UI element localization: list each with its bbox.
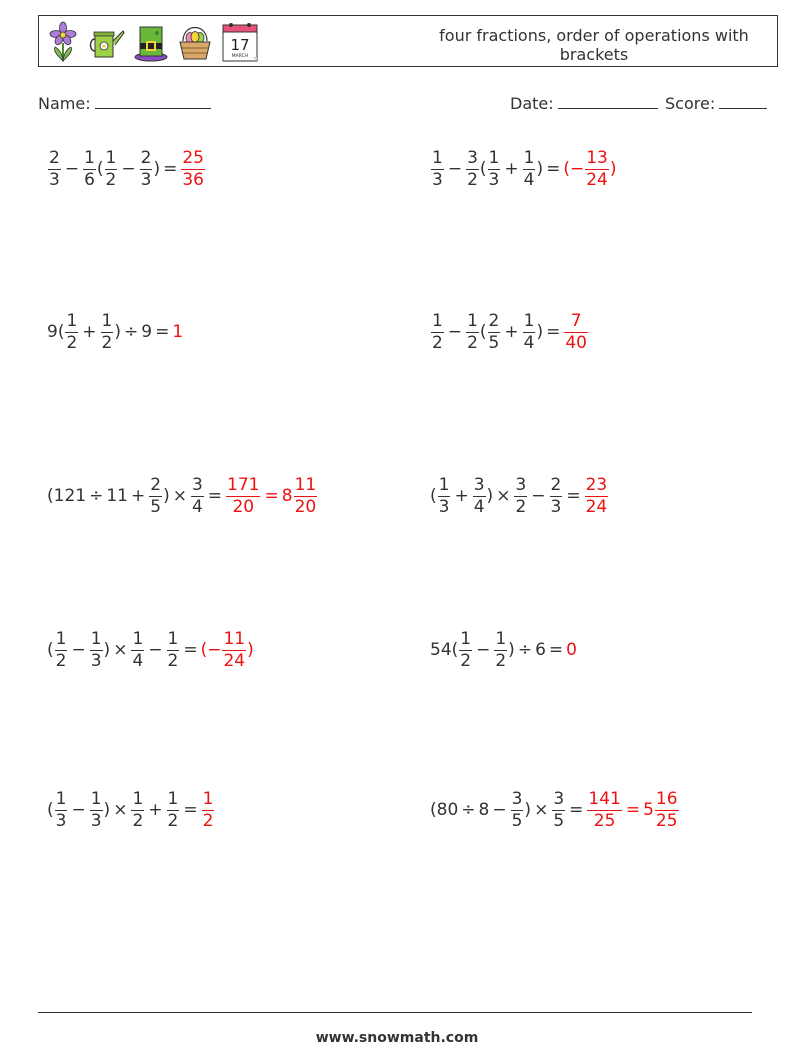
fraction xyxy=(101,311,114,354)
operator: ÷ xyxy=(89,486,104,506)
watering-can-icon xyxy=(87,21,125,63)
numerator: 1 xyxy=(66,310,78,331)
numerator: 23 xyxy=(585,474,608,495)
operator: − xyxy=(121,159,136,179)
numerator: 3 xyxy=(553,788,565,809)
answer xyxy=(201,789,216,832)
numerator: 1 xyxy=(460,628,472,649)
operator: = xyxy=(546,159,561,179)
answer xyxy=(586,789,679,832)
fraction xyxy=(466,311,479,354)
denominator: 2 xyxy=(467,332,478,353)
operator: + xyxy=(130,486,146,506)
term: ( xyxy=(430,485,437,506)
term: 8 xyxy=(281,485,293,506)
denominator: 4 xyxy=(523,169,535,190)
operator: = xyxy=(155,322,170,342)
problem xyxy=(47,304,183,360)
term: (− xyxy=(200,639,222,660)
term: ( xyxy=(479,321,487,342)
operator: + xyxy=(504,322,519,342)
fraction xyxy=(55,789,68,832)
denominator: 2 xyxy=(202,810,214,831)
calendar-icon xyxy=(221,21,259,63)
operator: × xyxy=(172,486,187,506)
denominator: 3 xyxy=(488,169,500,190)
operator: = xyxy=(548,640,564,660)
denominator: 4 xyxy=(132,650,144,671)
fraction xyxy=(550,475,563,518)
term: (− xyxy=(563,158,585,179)
numerator: 3 xyxy=(467,147,478,168)
fraction xyxy=(431,148,444,191)
term: 6 xyxy=(535,639,546,660)
operator: + xyxy=(148,800,163,820)
denominator: 3 xyxy=(432,169,443,190)
numerator: 25 xyxy=(182,147,204,168)
numerator: 2 xyxy=(550,474,562,495)
term: ) xyxy=(609,158,617,179)
operator: = xyxy=(625,800,641,820)
term: 8 xyxy=(478,799,490,820)
calendar-month: MARCH xyxy=(231,54,249,59)
fraction xyxy=(488,311,501,354)
term: ) xyxy=(247,639,254,660)
term: 11 xyxy=(106,485,128,506)
operator: = xyxy=(566,486,581,506)
denominator: 2 xyxy=(495,650,507,671)
name-field[interactable] xyxy=(38,93,211,113)
denominator: 2 xyxy=(66,332,78,353)
denominator: 2 xyxy=(101,332,113,353)
numerator: 1 xyxy=(90,628,102,649)
term: (121 xyxy=(47,485,87,506)
term: (80 xyxy=(430,799,459,820)
fraction xyxy=(149,475,162,518)
numerator: 2 xyxy=(488,310,500,331)
problem xyxy=(47,141,206,197)
flower-icon xyxy=(47,21,79,63)
term: ) xyxy=(524,799,532,820)
fraction xyxy=(140,148,153,191)
denominator: 3 xyxy=(438,496,450,517)
operator: ÷ xyxy=(461,800,476,820)
operator: + xyxy=(82,322,97,342)
answer xyxy=(563,311,589,354)
operator: × xyxy=(113,800,128,820)
answer xyxy=(172,322,183,343)
term: ) xyxy=(153,158,161,179)
operator: = xyxy=(183,800,198,820)
denominator: 2 xyxy=(55,650,67,671)
calendar-day: 17 xyxy=(230,36,250,54)
problem xyxy=(430,782,680,838)
name-blank[interactable] xyxy=(95,93,211,109)
problem xyxy=(430,304,589,360)
fraction xyxy=(552,789,565,832)
fraction xyxy=(585,475,609,518)
fraction xyxy=(222,629,246,672)
fraction xyxy=(514,475,527,518)
header-icons xyxy=(47,20,259,64)
operator: × xyxy=(496,486,511,506)
fraction xyxy=(459,629,472,672)
problem xyxy=(47,468,318,524)
operator: − xyxy=(476,640,491,660)
operator: − xyxy=(148,640,163,660)
fraction xyxy=(202,789,215,832)
denominator: 20 xyxy=(232,496,255,517)
operator: − xyxy=(531,486,546,506)
numerator: 3 xyxy=(511,788,523,809)
numerator: 1 xyxy=(105,147,117,168)
fraction xyxy=(167,789,180,832)
numerator: 1 xyxy=(55,788,67,809)
numerator: 1 xyxy=(523,310,535,331)
denominator: 24 xyxy=(586,169,608,190)
fraction xyxy=(55,629,68,672)
denominator: 2 xyxy=(132,810,144,831)
operator: = xyxy=(163,159,178,179)
term: 9( xyxy=(47,321,65,342)
denominator: 5 xyxy=(150,496,162,517)
denominator: 4 xyxy=(473,496,485,517)
fraction xyxy=(226,475,260,518)
term: 0 xyxy=(566,639,577,660)
numerator: 1 xyxy=(90,788,102,809)
answer xyxy=(180,148,206,191)
numerator: 1 xyxy=(488,147,500,168)
problem xyxy=(47,782,215,838)
footer-divider xyxy=(38,1012,752,1013)
worksheet-title: four fractions, order of operations with brackets xyxy=(439,26,749,64)
denominator: 3 xyxy=(550,496,562,517)
fraction xyxy=(564,311,588,354)
denominator: 20 xyxy=(294,496,317,517)
name-label: Name: xyxy=(38,94,91,113)
term: ) xyxy=(486,485,494,506)
denominator: 3 xyxy=(90,650,102,671)
answer xyxy=(201,629,254,672)
numerator: 1 xyxy=(101,310,113,331)
denominator: 2 xyxy=(432,332,443,353)
numerator: 1 xyxy=(432,147,443,168)
term: ) xyxy=(536,158,544,179)
easter-basket-icon xyxy=(177,21,213,63)
fraction xyxy=(131,789,144,832)
fraction xyxy=(90,789,103,832)
denominator: 2 xyxy=(167,650,179,671)
answer xyxy=(584,475,610,518)
denominator: 6 xyxy=(84,169,95,190)
fraction xyxy=(167,629,180,672)
numerator: 1 xyxy=(167,788,179,809)
fraction xyxy=(466,148,479,191)
denominator: 25 xyxy=(655,810,678,831)
denominator: 3 xyxy=(49,169,60,190)
denominator: 24 xyxy=(223,650,246,671)
problem xyxy=(430,468,609,524)
term: 9 xyxy=(141,321,153,342)
fraction xyxy=(294,475,318,518)
fraction xyxy=(511,789,524,832)
numerator: 1 xyxy=(202,788,214,809)
numerator: 3 xyxy=(191,474,203,495)
problem xyxy=(430,141,617,197)
denominator: 3 xyxy=(90,810,102,831)
fraction xyxy=(131,629,144,672)
term: ) xyxy=(508,639,515,660)
numerator: 11 xyxy=(294,474,317,495)
numerator: 3 xyxy=(515,474,527,495)
problem xyxy=(430,622,577,678)
numerator: 1 xyxy=(132,788,144,809)
denominator: 3 xyxy=(55,810,67,831)
term: ( xyxy=(47,639,54,660)
operator: − xyxy=(64,159,80,179)
operator: = xyxy=(569,800,584,820)
fraction xyxy=(431,311,444,354)
denominator: 2 xyxy=(167,810,179,831)
operator: × xyxy=(113,640,128,660)
denominator: 36 xyxy=(182,169,204,190)
fraction xyxy=(191,475,204,518)
answer xyxy=(566,640,577,661)
denominator: 2 xyxy=(515,496,527,517)
problem xyxy=(47,622,254,678)
term: ) xyxy=(536,321,544,342)
numerator: 1 xyxy=(523,147,535,168)
term: ) xyxy=(114,321,121,342)
fraction xyxy=(65,311,78,354)
denominator: 5 xyxy=(553,810,565,831)
numerator: 1 xyxy=(167,628,179,649)
denominator: 25 xyxy=(593,810,616,831)
numerator: 1 xyxy=(438,474,450,495)
denominator: 2 xyxy=(105,169,117,190)
denominator: 2 xyxy=(460,650,472,671)
denominator: 4 xyxy=(191,496,203,517)
score-blank[interactable] xyxy=(719,93,767,109)
answer xyxy=(563,148,616,191)
denominator: 4 xyxy=(523,332,535,353)
worksheet-header xyxy=(38,15,778,67)
fraction xyxy=(83,148,96,191)
denominator: 3 xyxy=(140,169,152,190)
operator: ÷ xyxy=(517,640,533,660)
numerator: 13 xyxy=(586,147,608,168)
term: ) xyxy=(103,799,111,820)
term: ( xyxy=(96,158,104,179)
numerator: 11 xyxy=(223,628,246,649)
operator: + xyxy=(504,159,519,179)
operator: ÷ xyxy=(124,322,139,342)
numerator: 16 xyxy=(655,788,678,809)
term: ) xyxy=(163,485,170,506)
leprechaun-hat-icon xyxy=(133,21,169,63)
denominator: 24 xyxy=(585,496,608,517)
date-field[interactable] xyxy=(510,93,658,113)
numerator: 1 xyxy=(55,628,67,649)
fraction xyxy=(494,629,507,672)
fraction xyxy=(585,148,609,191)
numerator: 3 xyxy=(473,474,485,495)
fraction xyxy=(523,311,536,354)
fraction xyxy=(181,148,205,191)
operator: × xyxy=(534,800,549,820)
numerator: 1 xyxy=(495,628,507,649)
term: ( xyxy=(47,799,54,820)
operator: − xyxy=(447,159,463,179)
fraction xyxy=(488,148,501,191)
fraction xyxy=(438,475,451,518)
denominator: 5 xyxy=(488,332,500,353)
score-field[interactable] xyxy=(665,93,767,113)
numerator: 2 xyxy=(49,147,60,168)
term: 54( xyxy=(430,639,459,660)
denominator: 40 xyxy=(565,332,587,353)
denominator: 5 xyxy=(511,810,523,831)
fraction xyxy=(473,475,486,518)
footer-website: www.snowmath.com xyxy=(315,1030,479,1046)
fraction xyxy=(587,789,621,832)
operator: = xyxy=(183,640,198,660)
operator: = xyxy=(546,322,561,342)
numerator: 1 xyxy=(467,310,478,331)
numerator: 2 xyxy=(150,474,162,495)
fraction xyxy=(48,148,61,191)
term: 1 xyxy=(172,321,184,342)
numerator: 7 xyxy=(570,310,582,331)
score-label: Score: xyxy=(665,94,716,113)
term: 5 xyxy=(643,799,654,820)
operator: − xyxy=(492,800,507,820)
date-blank[interactable] xyxy=(558,93,658,109)
fraction xyxy=(523,148,536,191)
fraction xyxy=(90,629,103,672)
numerator: 141 xyxy=(588,788,621,809)
numerator: 171 xyxy=(227,474,260,495)
fraction xyxy=(655,789,679,832)
fraction xyxy=(105,148,118,191)
term: ) xyxy=(103,639,111,660)
operator: = xyxy=(207,486,223,506)
operator: − xyxy=(71,640,86,660)
numerator: 1 xyxy=(432,310,443,331)
denominator: 2 xyxy=(467,169,478,190)
date-label: Date: xyxy=(510,94,554,113)
answer xyxy=(225,475,318,518)
operator: = xyxy=(264,486,279,506)
operator: + xyxy=(454,486,469,506)
operator: − xyxy=(71,800,86,820)
numerator: 1 xyxy=(84,147,95,168)
numerator: 2 xyxy=(140,147,152,168)
operator: − xyxy=(447,322,463,342)
numerator: 1 xyxy=(132,628,144,649)
term: ( xyxy=(479,158,487,179)
